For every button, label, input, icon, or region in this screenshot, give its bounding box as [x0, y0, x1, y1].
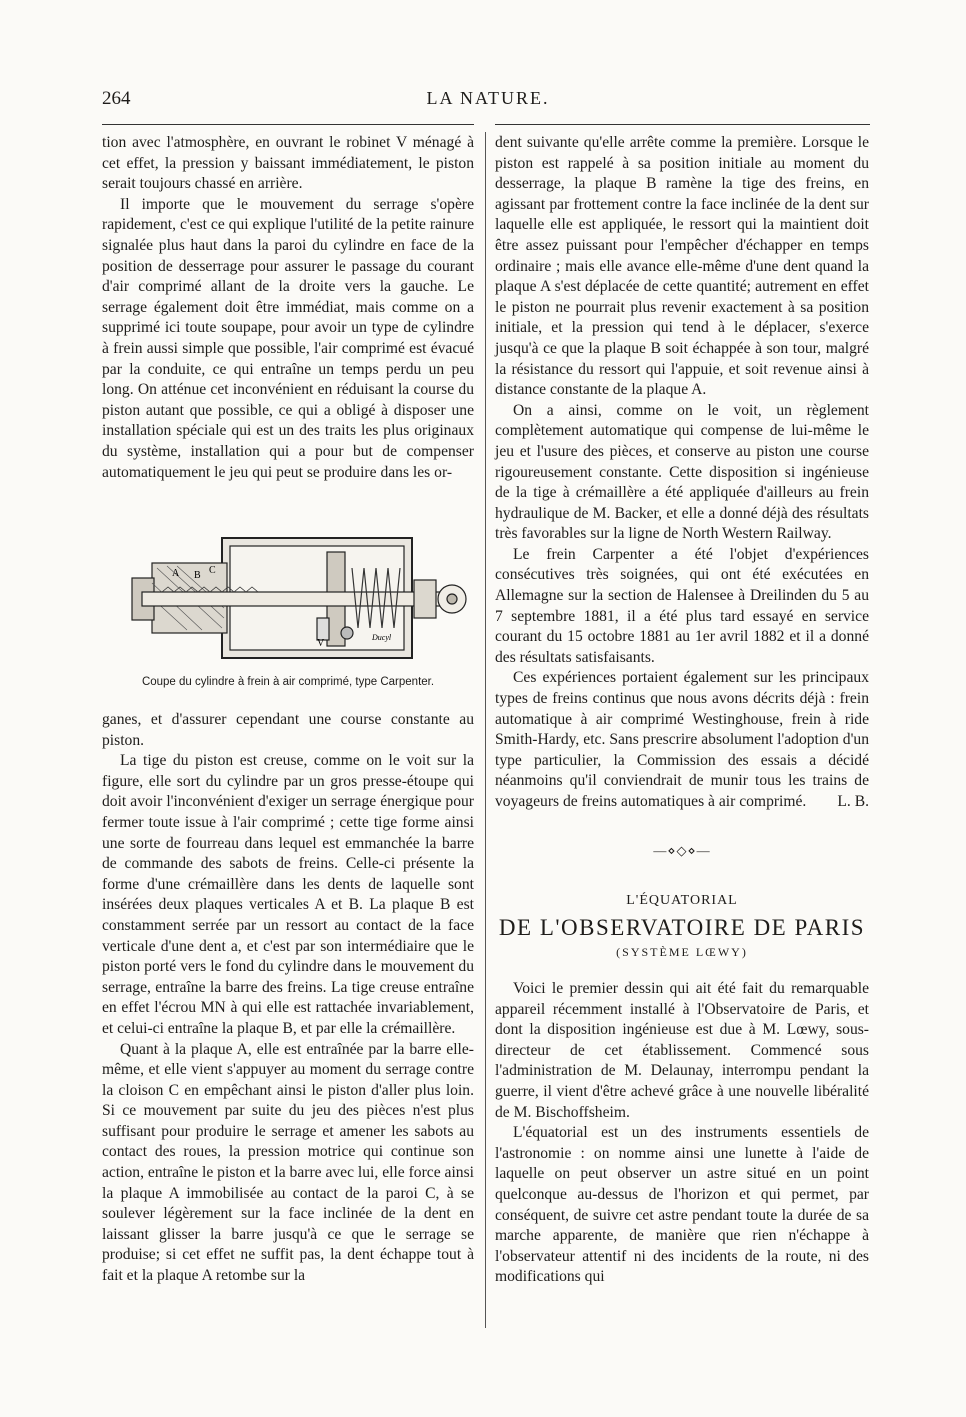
- paragraph: Il importe que le mouvement du serrage s'opère rapidement, c'est ce qui explique l'utilité de la petite rainure signalée plus haut dans la paroi du cylindre en face de la position de desserrage pour assurer le passage du courant d'air comprimé allant de la droite vers la gauche. Le serrage également doit être immédiat, mais comme on a supprimé ici toute soupape, pour avoir un type de cylindre à frein aussi simple que possible, l'air comprimé est évacué par la conduite, ce qui entraîne un temps perdu un peu long. On atténue cet inconvénient en réduisant la course du piston autant que possible, ce qui a obligé à disposer une installation spéciale qui est un des traits les plus originaux du système, installation qui a pour but de compenser automatiquement le jeu qui peut se produire dans les or-: [102, 195, 474, 481]
- figure-label-a: A: [172, 568, 180, 579]
- header-rule-right: [495, 124, 870, 125]
- paragraph: La tige du piston est creuse, comme on le voit sur la figure, elle sort du cylindre par un gros presse-étoupe qui doit avoir l'inconvénient d'exiger un serrage énergique pour fermer toute issue à l'air comprimé ; cette tige forme ainsi une sorte de fourreau dans lequel est emmanchée la barre de commande des sabots de freins. Celle-ci présente la forme d'une crémaillère dans les dents de laquelle sont insérées deux plaques verticales A et B. La plaque B est constamment serrée par un ressort au contact de la face verticale d'une dent a, et c'est par son intermédiaire que le piston porté vers le fond du cylindre dans le mouvement du serrage, entraîne la barre des freins. La tige creuse entraîne en effet l'écrou MN à qui elle est rattachée invariablement, et celui-ci entraîne la plaque B, et par elle la crémaillère.: [102, 752, 474, 1037]
- running-title: LA NATURE.: [426, 88, 550, 108]
- brake-cylinder-drawing: [102, 528, 474, 673]
- author-signature: L. B.: [837, 793, 869, 810]
- paragraph: dent suivante qu'elle arrête comme la première. Lorsque le piston est rappelé à sa position initiale au moment du desserrage, la plaque B ramène la tige des freins, en agissant par frottement contre la face inclinée de la dent sur laquelle elle est appliquée, le ressort qui la maintient doit être assez puissant pour l'empêcher d'échapper en temps ordinaire ; mais elle avance elle-même d'une dent quand la plaque A s'est déplacée de cette quantité; autrement en effet le piston ne pourrait plus revenir exactement à sa position initiale, et la pression qui tend à le déplacer, s'exerce jusqu'à ce que la plaque B soit échappée à son tour, malgré la résistance du ressort qui l'appuie, et soit revenue ainsi à distance constante de la plaque A.: [495, 134, 869, 399]
- left-column-top: [102, 133, 474, 483]
- paragraph: Quant à la plaque A, elle est entraînée par la barre elle-même, et elle vient s'appuyer au moment du serrage contre la cloison C en empêchant ainsi le piston d'aller plus loin. Si ce mouvement par suite du jeu des pièces n'est plus suffisant pour produire le serrage et amener les sabots au contact des roues, la pression motrice qui continue son action, entraîne le piston et la barre avec lui, elle force ainsi la plaque A immobilisée au contact de la paroi C, à se soulever légèrement sur la face inclinée de la dent en laissant glisser la barre jusqu'à ce que le serrage se produise; si cet effet ne suffit pas, la dent échappe tout à fait et la plaque A retombe sur la: [102, 1040, 474, 1285]
- column-divider: [485, 132, 486, 1328]
- article-kicker: L'ÉQUATORIAL: [626, 893, 738, 909]
- paragraph: Le frein Carpenter a été l'objet d'expériences consécutives très soignées, qui ont été exécutées en Allemagne sur la section de Halensee à Dreilinden du 5 au 7 septembre 1881, il a été plus tard essayé en service courant du 15 octobre 1881 au 1er avril 1882 et il a donné des résultats satisfaisants.: [495, 545, 869, 666]
- paragraph: ganes, et d'assurer cependant une course constante au piston.: [102, 711, 474, 749]
- paragraph: tion avec l'atmosphère, en ouvrant le robinet V ménagé à cet effet, la pression y baissant immédiatement, le piston serait toujours chassé en arrière.: [102, 134, 474, 193]
- paragraph-text: Ces expériences portaient également sur les principaux types de freins continus que nous avons décrits déjà : frein automatique à air comprimé Westinghouse, frein à ride Smith-Hardy, etc. Sans prescrire absolument l'adoption d'un type particulier, la Commission des essais a décidé néanmoins qu'il conviendrait de munir tous les trains de voyageurs de freins automatiques à air comprimé.: [495, 669, 869, 810]
- right-column: [495, 133, 869, 1288]
- article-subtitle: (SYSTÈME LŒWY): [616, 945, 748, 960]
- paragraph: L'équatorial est un des instruments essentiels de l'astronomie : on nomme ainsi une lunette à l'aide de laquelle on peut observer un astre situé en un point quelconque au-dessus de l'horizon et qui permet, par conséquent, de suivre cet astre pendant toute la durée de sa marche apparente, de manière que rien n'échappe à l'observateur attentif ni des incidents de la route, ni des modifications qui: [495, 1124, 869, 1286]
- figure-caption: Coupe du cylindre à frein à air comprimé, type Carpenter.: [141, 676, 435, 688]
- figure-label-v: V: [317, 638, 325, 649]
- paragraph: [495, 668, 869, 812]
- figure-label-c: C: [209, 565, 216, 576]
- article-title: DE L'OBSERVATOIRE DE PARIS: [498, 914, 866, 940]
- paragraph: On a ainsi, comme on le voit, un règlement complètement automatique qui compense de lui-même le jeu et l'usure des pièces, et conserve au piston une course rigoureusement constante. Cette disposition si ingénieuse de la tige à crémaillère a été appliquée d'ailleurs au frein hydraulique de M. Backer, et elle a donné déjà des résultats très favorables sur la ligne de North Western Railway.: [495, 401, 869, 543]
- figure-label-b: B: [194, 570, 201, 581]
- engraver-signature: Ducyl: [372, 633, 392, 642]
- paragraph: Voici le premier dessin qui ait été fait du remarquable appareil récemment installé à l'Observatoire de Paris, et dont la disposition ingénieuse est due à M. Lœwy, sous-directeur de cet établissement. Commencé sous l'administration de M. Delaunay, interrompu pendant la guerre, il vient d'être achevé grâce à une nouvelle libéralité de M. Bischoffsheim.: [495, 979, 869, 1121]
- page-number: 264: [102, 88, 131, 109]
- section-ornament: —⋄◇⋄—: [653, 842, 711, 858]
- page-header: [102, 88, 874, 118]
- cylinder-figure: [102, 528, 474, 696]
- left-column-bottom: [102, 710, 474, 1287]
- header-rule-left: [102, 124, 474, 125]
